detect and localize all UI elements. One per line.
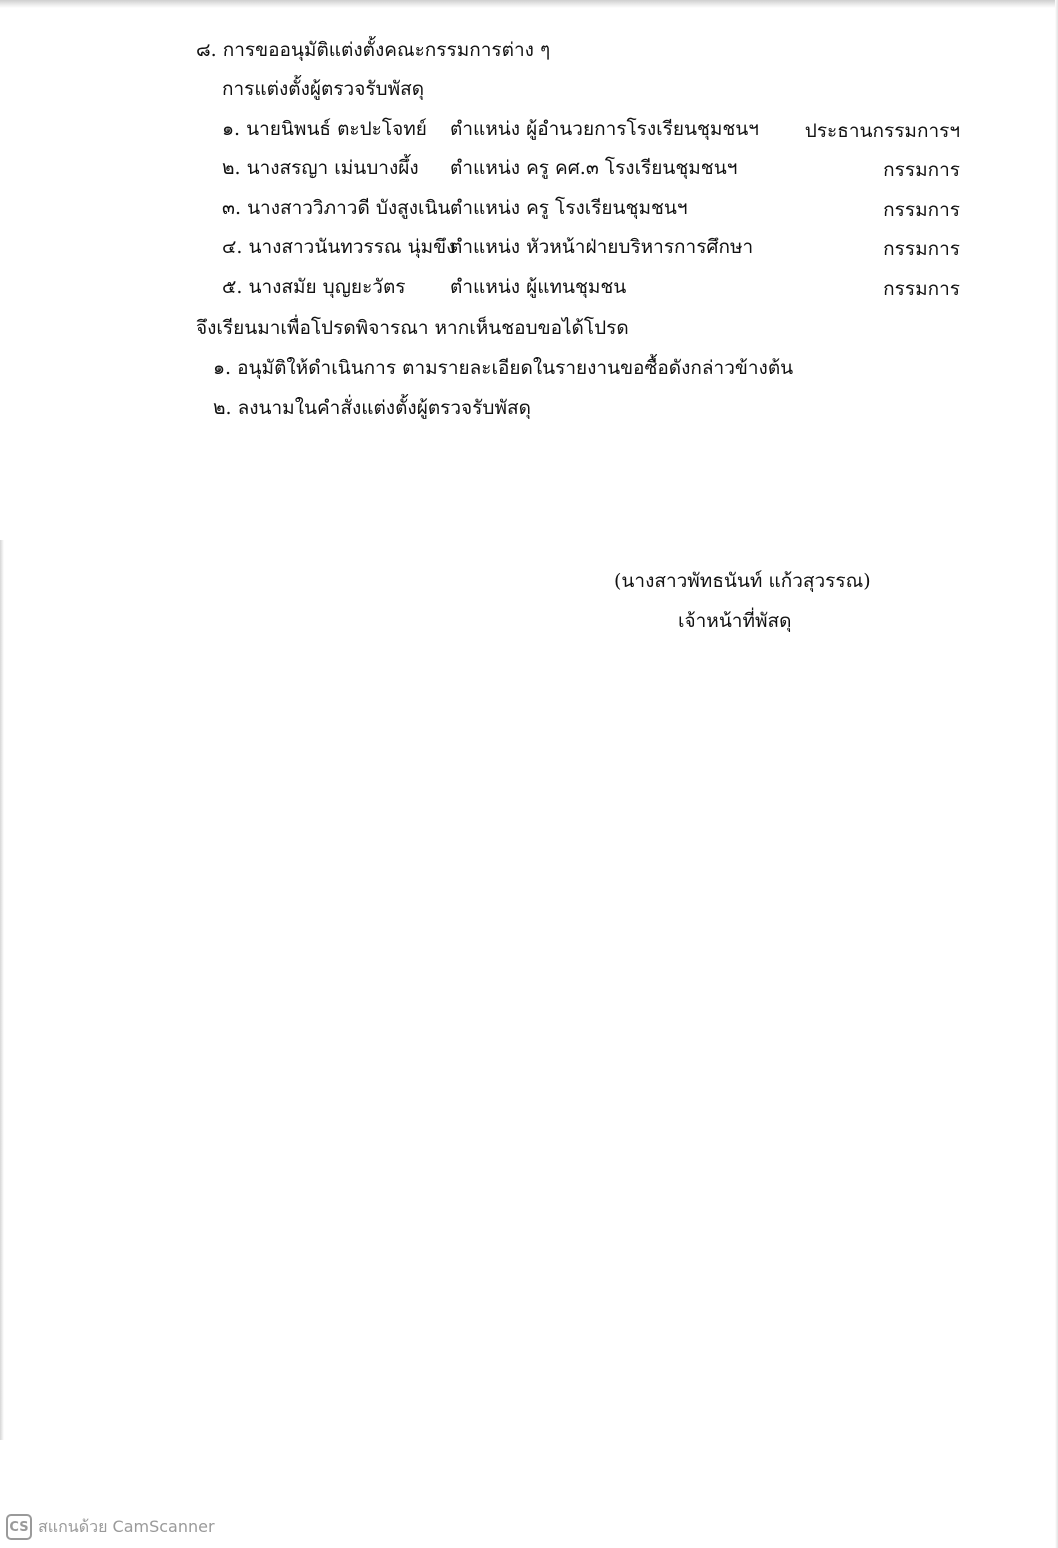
scan-top-edge [0,0,1058,8]
request-intro: จึงเรียนมาเพื่อโปรดพิจารณา หากเห็นชอบขอได้โปรด [196,317,629,339]
signatory-name: (นางสาวพัทธนันท์ แก้วสุวรรณ) [614,570,871,592]
member-role: กรรมการ [883,159,960,181]
camscanner-watermark [6,1514,215,1540]
member-position: ตำแหน่ง ครู โรงเรียนชุมชนฯ [450,197,688,219]
member-name: ๔. นางสาวนันทวรรณ นุ่มขึง [222,236,456,258]
member-role: กรรมการ [883,278,960,300]
member-role: ประธานกรรมการฯ [804,120,960,142]
section-heading: ๘. การขออนุมัติแต่งตั้งคณะกรรมการต่าง ๆ [196,39,551,61]
watermark-text: สแกนด้วย CamScanner [38,1516,215,1536]
member-name: ๑. นายนิพนธ์ ตะปะโจทย์ [222,118,427,140]
member-role: กรรมการ [883,238,960,260]
member-position: ตำแหน่ง ผู้อำนวยการโรงเรียนชุมชนฯ [450,118,759,140]
member-name: ๓. นางสาววิภาวดี บังสูงเนิน [222,197,451,219]
scan-left-edge [0,540,4,1440]
member-role: กรรมการ [883,199,960,221]
member-name: ๕. นางสมัย บุญยะวัตร [222,276,406,298]
request-item-2: ๒. ลงนามในคำสั่งแต่งตั้งผู้ตรวจรับพัสดุ [213,397,531,419]
request-item-1: ๑. อนุมัติให้ดำเนินการ ตามรายละเอียดในรายงานขอซื้อดังกล่าวข้างต้น [213,357,794,379]
signatory-title: เจ้าหน้าที่พัสดุ [678,610,792,632]
subheading: การแต่งตั้งผู้ตรวจรับพัสดุ [222,78,425,100]
member-position: ตำแหน่ง ผู้แทนชุมชน [450,276,627,298]
member-position: ตำแหน่ง ครู คศ.๓ โรงเรียนชุมชนฯ [450,157,738,179]
member-name: ๒. นางสรญา เม่นบางผึ้ง [222,157,419,179]
camscanner-logo-icon: CS [6,1514,32,1540]
member-position: ตำแหน่ง หัวหน้าฝ่ายบริหารการศึกษา [450,236,754,258]
